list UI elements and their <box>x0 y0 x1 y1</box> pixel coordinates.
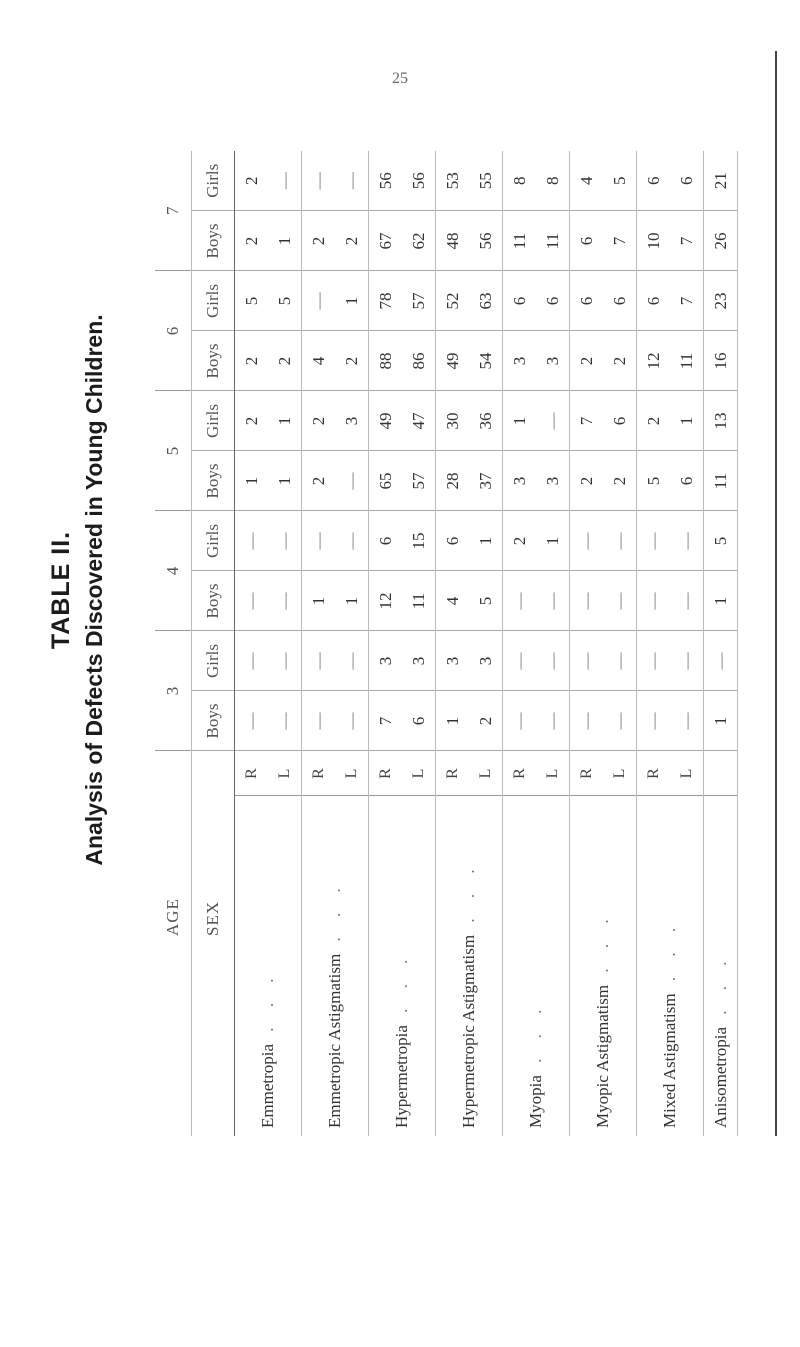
rotated-page-content <box>20 0 800 1180</box>
count-cell: 86 <box>402 331 436 391</box>
count-cell: 78 <box>369 271 403 331</box>
table-subtitle: Analysis of Defects Discovered in Young Children. <box>81 314 107 866</box>
count-cell: — <box>335 631 369 691</box>
count-cell: — <box>570 571 604 631</box>
count-cell: 30 <box>436 391 470 451</box>
count-cell: 47 <box>402 391 436 451</box>
count-cell: — <box>670 571 704 631</box>
count-cell: 5 <box>603 151 637 211</box>
count-cell: 28 <box>436 451 470 511</box>
count-cell: — <box>603 571 637 631</box>
count-cell: — <box>570 691 604 751</box>
count-cell: 3 <box>536 451 570 511</box>
count-cell: 2 <box>302 451 336 511</box>
eye-side: L <box>268 751 302 796</box>
boys-header: Boys <box>192 571 235 631</box>
count-cell: 12 <box>637 331 671 391</box>
eye-side: R <box>369 751 403 796</box>
age-3-header: 3 <box>155 631 192 751</box>
count-cell: — <box>235 511 269 571</box>
count-cell: — <box>570 631 604 691</box>
count-cell: 26 <box>704 211 738 271</box>
count-cell: 5 <box>469 571 503 631</box>
boys-header: Boys <box>192 331 235 391</box>
leader-dots: . . . <box>710 953 730 1027</box>
count-cell: 5 <box>268 271 302 331</box>
leader-dots: . . . <box>325 880 344 954</box>
count-cell: 2 <box>235 211 269 271</box>
count-cell: 2 <box>335 211 369 271</box>
count-cell: 6 <box>637 151 671 211</box>
count-cell: 7 <box>570 391 604 451</box>
count-cell: 7 <box>670 271 704 331</box>
count-cell: 3 <box>503 331 537 391</box>
count-cell: — <box>268 631 302 691</box>
girls-header: Girls <box>192 631 235 691</box>
count-cell: — <box>302 631 336 691</box>
count-cell: — <box>235 631 269 691</box>
count-cell: 6 <box>570 271 604 331</box>
defect-name: Anisometropia <box>710 1026 730 1128</box>
defect-name-cell <box>369 796 436 1136</box>
count-cell: 1 <box>268 451 302 511</box>
count-cell: 67 <box>369 211 403 271</box>
count-cell: — <box>704 631 738 691</box>
age-7-header: 7 <box>155 151 192 271</box>
leader-dots: . . . <box>258 970 277 1044</box>
age-header-row <box>155 151 192 1136</box>
table-row <box>637 151 671 1136</box>
count-cell: — <box>536 631 570 691</box>
table-row <box>436 151 470 1136</box>
count-cell: — <box>268 511 302 571</box>
count-cell: 11 <box>503 211 537 271</box>
count-cell: 4 <box>570 151 604 211</box>
bottom-rule <box>775 51 777 1136</box>
count-cell: — <box>302 151 336 211</box>
count-cell: 6 <box>503 271 537 331</box>
count-cell: 4 <box>302 331 336 391</box>
count-cell: — <box>670 631 704 691</box>
count-cell: 6 <box>670 451 704 511</box>
count-cell: — <box>503 571 537 631</box>
defect-name-cell <box>570 796 637 1136</box>
count-cell: — <box>235 691 269 751</box>
count-cell: — <box>268 571 302 631</box>
count-cell: 63 <box>469 271 503 331</box>
count-cell: 54 <box>469 331 503 391</box>
defect-name: Myopic Astigmatism <box>593 984 612 1128</box>
count-cell: — <box>268 691 302 751</box>
leader-dots: . . . <box>660 919 679 994</box>
defect-name-cell <box>436 796 503 1136</box>
count-cell: 49 <box>436 331 470 391</box>
eye-side: L <box>670 751 704 796</box>
boys-header: Boys <box>192 451 235 511</box>
count-cell: 2 <box>235 151 269 211</box>
count-cell: 36 <box>469 391 503 451</box>
count-cell: — <box>335 151 369 211</box>
defects-table <box>155 151 738 1136</box>
eye-side: R <box>436 751 470 796</box>
count-cell: — <box>335 451 369 511</box>
count-cell: 1 <box>670 391 704 451</box>
count-cell: 21 <box>704 151 738 211</box>
defect-name: Emmetropic Astigmatism <box>325 953 344 1128</box>
boys-header: Boys <box>192 211 235 271</box>
defect-name: Emmetropia <box>258 1043 277 1128</box>
count-cell: — <box>637 571 671 631</box>
count-cell: 2 <box>603 451 637 511</box>
count-cell: — <box>536 391 570 451</box>
count-cell: 6 <box>570 211 604 271</box>
count-cell: 7 <box>369 691 403 751</box>
count-cell: 23 <box>704 271 738 331</box>
count-cell: — <box>268 151 302 211</box>
count-cell: 11 <box>704 451 738 511</box>
count-cell: 12 <box>369 571 403 631</box>
count-cell: 48 <box>436 211 470 271</box>
count-cell: 2 <box>637 391 671 451</box>
count-cell: 6 <box>536 271 570 331</box>
eye-side: R <box>503 751 537 796</box>
table-row <box>503 151 537 1136</box>
defect-name: Myopia <box>526 1075 545 1128</box>
count-cell: 3 <box>369 631 403 691</box>
eye-side: L <box>469 751 503 796</box>
count-cell: 3 <box>469 631 503 691</box>
count-cell: 2 <box>570 451 604 511</box>
count-cell: 8 <box>503 151 537 211</box>
count-cell: — <box>302 271 336 331</box>
count-cell: 3 <box>335 391 369 451</box>
count-cell: 57 <box>402 271 436 331</box>
count-cell: 1 <box>503 391 537 451</box>
count-cell: — <box>603 511 637 571</box>
count-cell: 56 <box>469 211 503 271</box>
count-cell: 65 <box>369 451 403 511</box>
table-body <box>235 151 738 1136</box>
eye-side: L <box>603 751 637 796</box>
count-cell: 2 <box>469 691 503 751</box>
table-row <box>369 151 403 1136</box>
count-cell: — <box>503 631 537 691</box>
side-header-blank-2 <box>192 751 235 796</box>
count-cell: 6 <box>369 511 403 571</box>
count-cell: 8 <box>536 151 570 211</box>
count-cell: — <box>603 691 637 751</box>
count-cell: 2 <box>335 331 369 391</box>
eye-side: R <box>637 751 671 796</box>
count-cell: 57 <box>402 451 436 511</box>
defect-name-cell <box>637 796 704 1136</box>
age-6-header: 6 <box>155 271 192 391</box>
title-block <box>45 0 111 1180</box>
count-cell: 56 <box>369 151 403 211</box>
count-cell: 6 <box>436 511 470 571</box>
count-cell: 2 <box>302 211 336 271</box>
count-cell: 7 <box>603 211 637 271</box>
eye-side: L <box>536 751 570 796</box>
age-5-header: 5 <box>155 391 192 511</box>
girls-header: Girls <box>192 391 235 451</box>
count-cell: 3 <box>503 451 537 511</box>
table-row <box>302 151 336 1136</box>
count-cell: 6 <box>603 271 637 331</box>
count-cell: 2 <box>235 331 269 391</box>
count-cell: 6 <box>637 271 671 331</box>
page-number: 25 <box>392 70 408 87</box>
count-cell: 2 <box>603 331 637 391</box>
count-cell: 1 <box>335 571 369 631</box>
leader-dots: . . . <box>526 1001 545 1076</box>
count-cell: 1 <box>704 571 738 631</box>
count-cell: — <box>670 511 704 571</box>
defect-name: Hypermetropic Astigmatism <box>459 934 478 1128</box>
table-row <box>704 151 738 1136</box>
count-cell: — <box>302 511 336 571</box>
table-row <box>235 151 269 1136</box>
count-cell: 56 <box>402 151 436 211</box>
defect-name: Mixed Astigmatism <box>660 993 679 1128</box>
count-cell: — <box>335 511 369 571</box>
leader-dots: . . . <box>593 911 612 985</box>
side-header-blank <box>155 751 192 796</box>
count-cell: — <box>302 691 336 751</box>
age-4-header: 4 <box>155 511 192 631</box>
count-cell: 1 <box>302 571 336 631</box>
count-cell: 11 <box>536 211 570 271</box>
count-cell: 37 <box>469 451 503 511</box>
count-cell: 52 <box>436 271 470 331</box>
count-cell: 1 <box>335 271 369 331</box>
eye-side: L <box>335 751 369 796</box>
count-cell: — <box>570 511 604 571</box>
count-cell: 16 <box>704 331 738 391</box>
count-cell: 2 <box>235 391 269 451</box>
count-cell: 1 <box>469 511 503 571</box>
count-cell: 15 <box>402 511 436 571</box>
count-cell: 1 <box>536 511 570 571</box>
count-cell: — <box>536 571 570 631</box>
count-cell: 2 <box>268 331 302 391</box>
count-cell: — <box>503 691 537 751</box>
count-cell: 6 <box>670 151 704 211</box>
count-cell: — <box>536 691 570 751</box>
count-cell: 3 <box>436 631 470 691</box>
table-row <box>570 151 604 1136</box>
count-cell: 2 <box>503 511 537 571</box>
count-cell: 2 <box>302 391 336 451</box>
count-cell: 1 <box>268 211 302 271</box>
table-title: TABLE II. <box>47 530 75 650</box>
leader-dots: . . . <box>392 951 411 1026</box>
count-cell: — <box>335 691 369 751</box>
sex-header-row <box>192 151 235 1136</box>
count-cell: 7 <box>670 211 704 271</box>
girls-header: Girls <box>192 511 235 571</box>
boys-header: Boys <box>192 691 235 751</box>
girls-header: Girls <box>192 271 235 331</box>
count-cell: 11 <box>670 331 704 391</box>
count-cell: — <box>637 511 671 571</box>
count-cell: 1 <box>436 691 470 751</box>
count-cell: 1 <box>268 391 302 451</box>
leader-dots: . . . <box>459 861 478 935</box>
sex-label: SEX <box>192 796 235 1136</box>
count-cell: 4 <box>436 571 470 631</box>
eye-side: R <box>570 751 604 796</box>
girls-header: Girls <box>192 151 235 211</box>
count-cell: 13 <box>704 391 738 451</box>
count-cell: — <box>637 631 671 691</box>
count-cell: 6 <box>603 391 637 451</box>
count-cell: — <box>670 691 704 751</box>
defect-name-cell <box>503 796 570 1136</box>
count-cell: 3 <box>402 631 436 691</box>
count-cell: 5 <box>704 511 738 571</box>
count-cell: — <box>603 631 637 691</box>
defect-name: Hypermetropia <box>392 1025 411 1128</box>
defect-name-cell <box>704 796 738 1136</box>
defect-name-cell <box>235 796 302 1136</box>
count-cell: — <box>235 571 269 631</box>
eye-side: R <box>302 751 336 796</box>
eye-side: L <box>402 751 436 796</box>
eye-side: R <box>235 751 269 796</box>
age-label: AGE <box>155 796 192 1136</box>
count-cell: 1 <box>235 451 269 511</box>
count-cell: 3 <box>536 331 570 391</box>
count-cell: 1 <box>704 691 738 751</box>
count-cell: — <box>637 691 671 751</box>
count-cell: 62 <box>402 211 436 271</box>
count-cell: 2 <box>570 331 604 391</box>
count-cell: 11 <box>402 571 436 631</box>
count-cell: 5 <box>637 451 671 511</box>
eye-side <box>704 751 738 796</box>
count-cell: 6 <box>402 691 436 751</box>
count-cell: 49 <box>369 391 403 451</box>
count-cell: 88 <box>369 331 403 391</box>
defects-table-wrapper <box>155 151 738 1136</box>
defect-name-cell <box>302 796 369 1136</box>
count-cell: 5 <box>235 271 269 331</box>
count-cell: 53 <box>436 151 470 211</box>
count-cell: 10 <box>637 211 671 271</box>
count-cell: 55 <box>469 151 503 211</box>
